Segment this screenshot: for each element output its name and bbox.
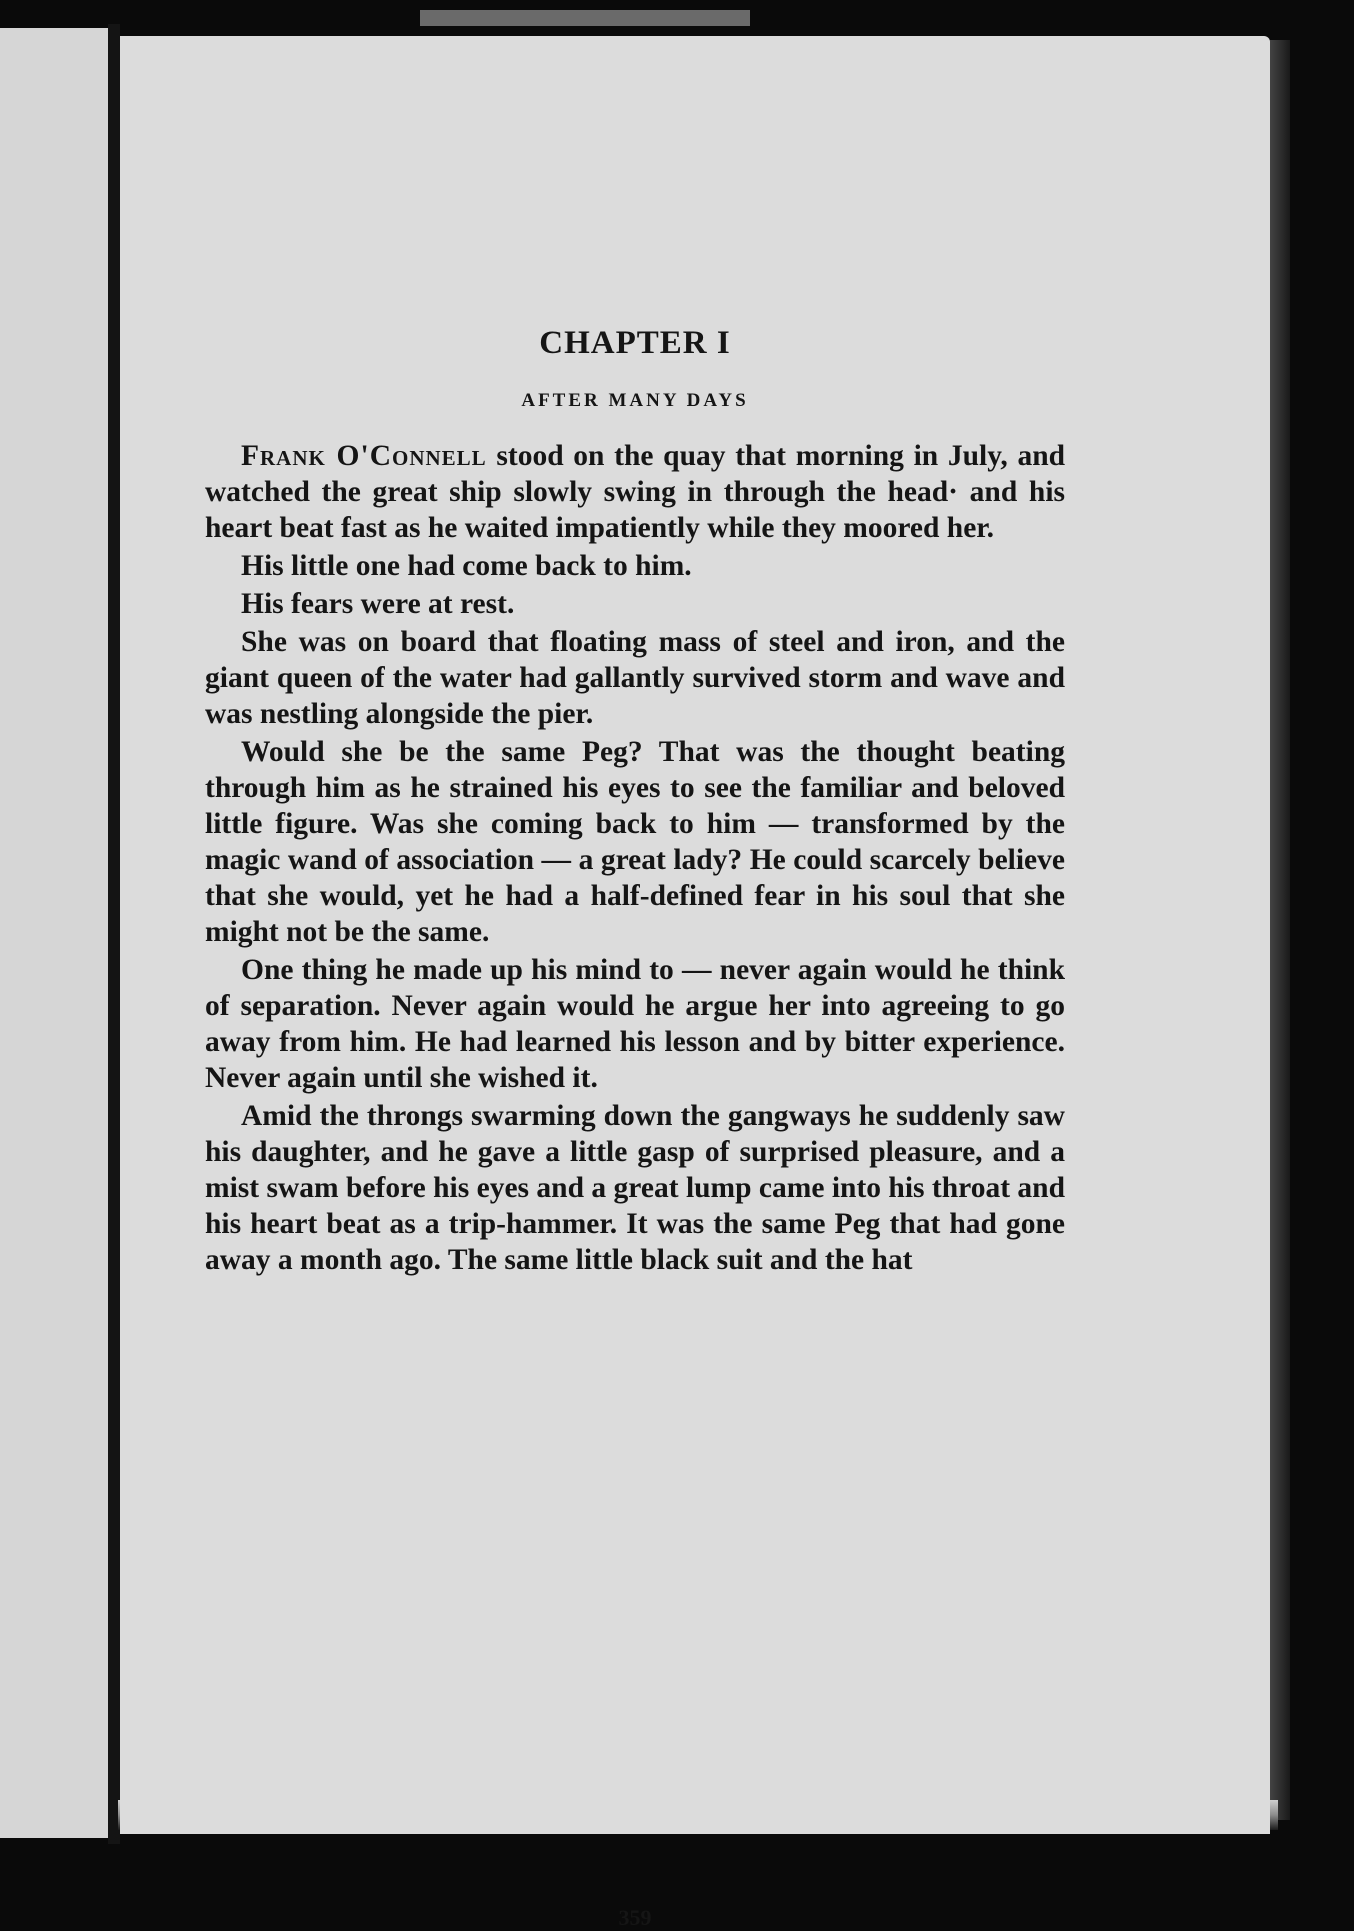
- paragraph-lead-words: Frank O'Connell: [241, 440, 487, 472]
- paragraph: One thing he made up his mind to — never again would he think of separation. Never again would he argue her into agreeing to go away from him. He had learned his lesson and by bitter experience. Never again until she wished it.: [205, 954, 1065, 1094]
- paragraph: His fears were at rest.: [241, 588, 515, 620]
- chapter-subtitle: AFTER MANY DAYS: [521, 390, 749, 411]
- left-facing-page: [0, 28, 112, 1838]
- book-gutter: [108, 24, 120, 1844]
- chapter-title: CHAPTER I: [539, 325, 731, 361]
- paragraph: Amid the throngs swarming down the gangways he suddenly saw his daughter, and he gave a little gasp of surprised pleasure, and a mist swam before his eyes and a great lump came into his throat and his heart beat as a trip-hammer. It was the same Peg that had gone away a month ago. The same little black suit and the hat: [205, 1100, 1065, 1276]
- paragraph: [205, 438, 1065, 546]
- paragraph: She was on board that floating mass of steel and iron, and the giant queen of the water had gallantly survived storm and wave and was nestling alongside the pier.: [205, 626, 1065, 730]
- page-text-block: [205, 325, 1066, 1930]
- paragraph-text: stood on the quay that morning in July, and watched the great ship slowly swing in through the head· and his heart beat fast as he waited impatiently while they moored her.: [205, 440, 1066, 544]
- scan-top-strip: [420, 10, 750, 26]
- paragraph: Would she be the same Peg? That was the thought beating through him as he strained his eyes to see the familiar and beloved little figure. Was she coming back to him — transformed by the magic wand of association — a great lady? He could scarcely believe that she would, yet he had a half-defined fear in his soul that she might not be the same.: [205, 736, 1065, 948]
- page-number: 359: [618, 1905, 652, 1930]
- paragraph: His little one had come back to him.: [241, 550, 692, 582]
